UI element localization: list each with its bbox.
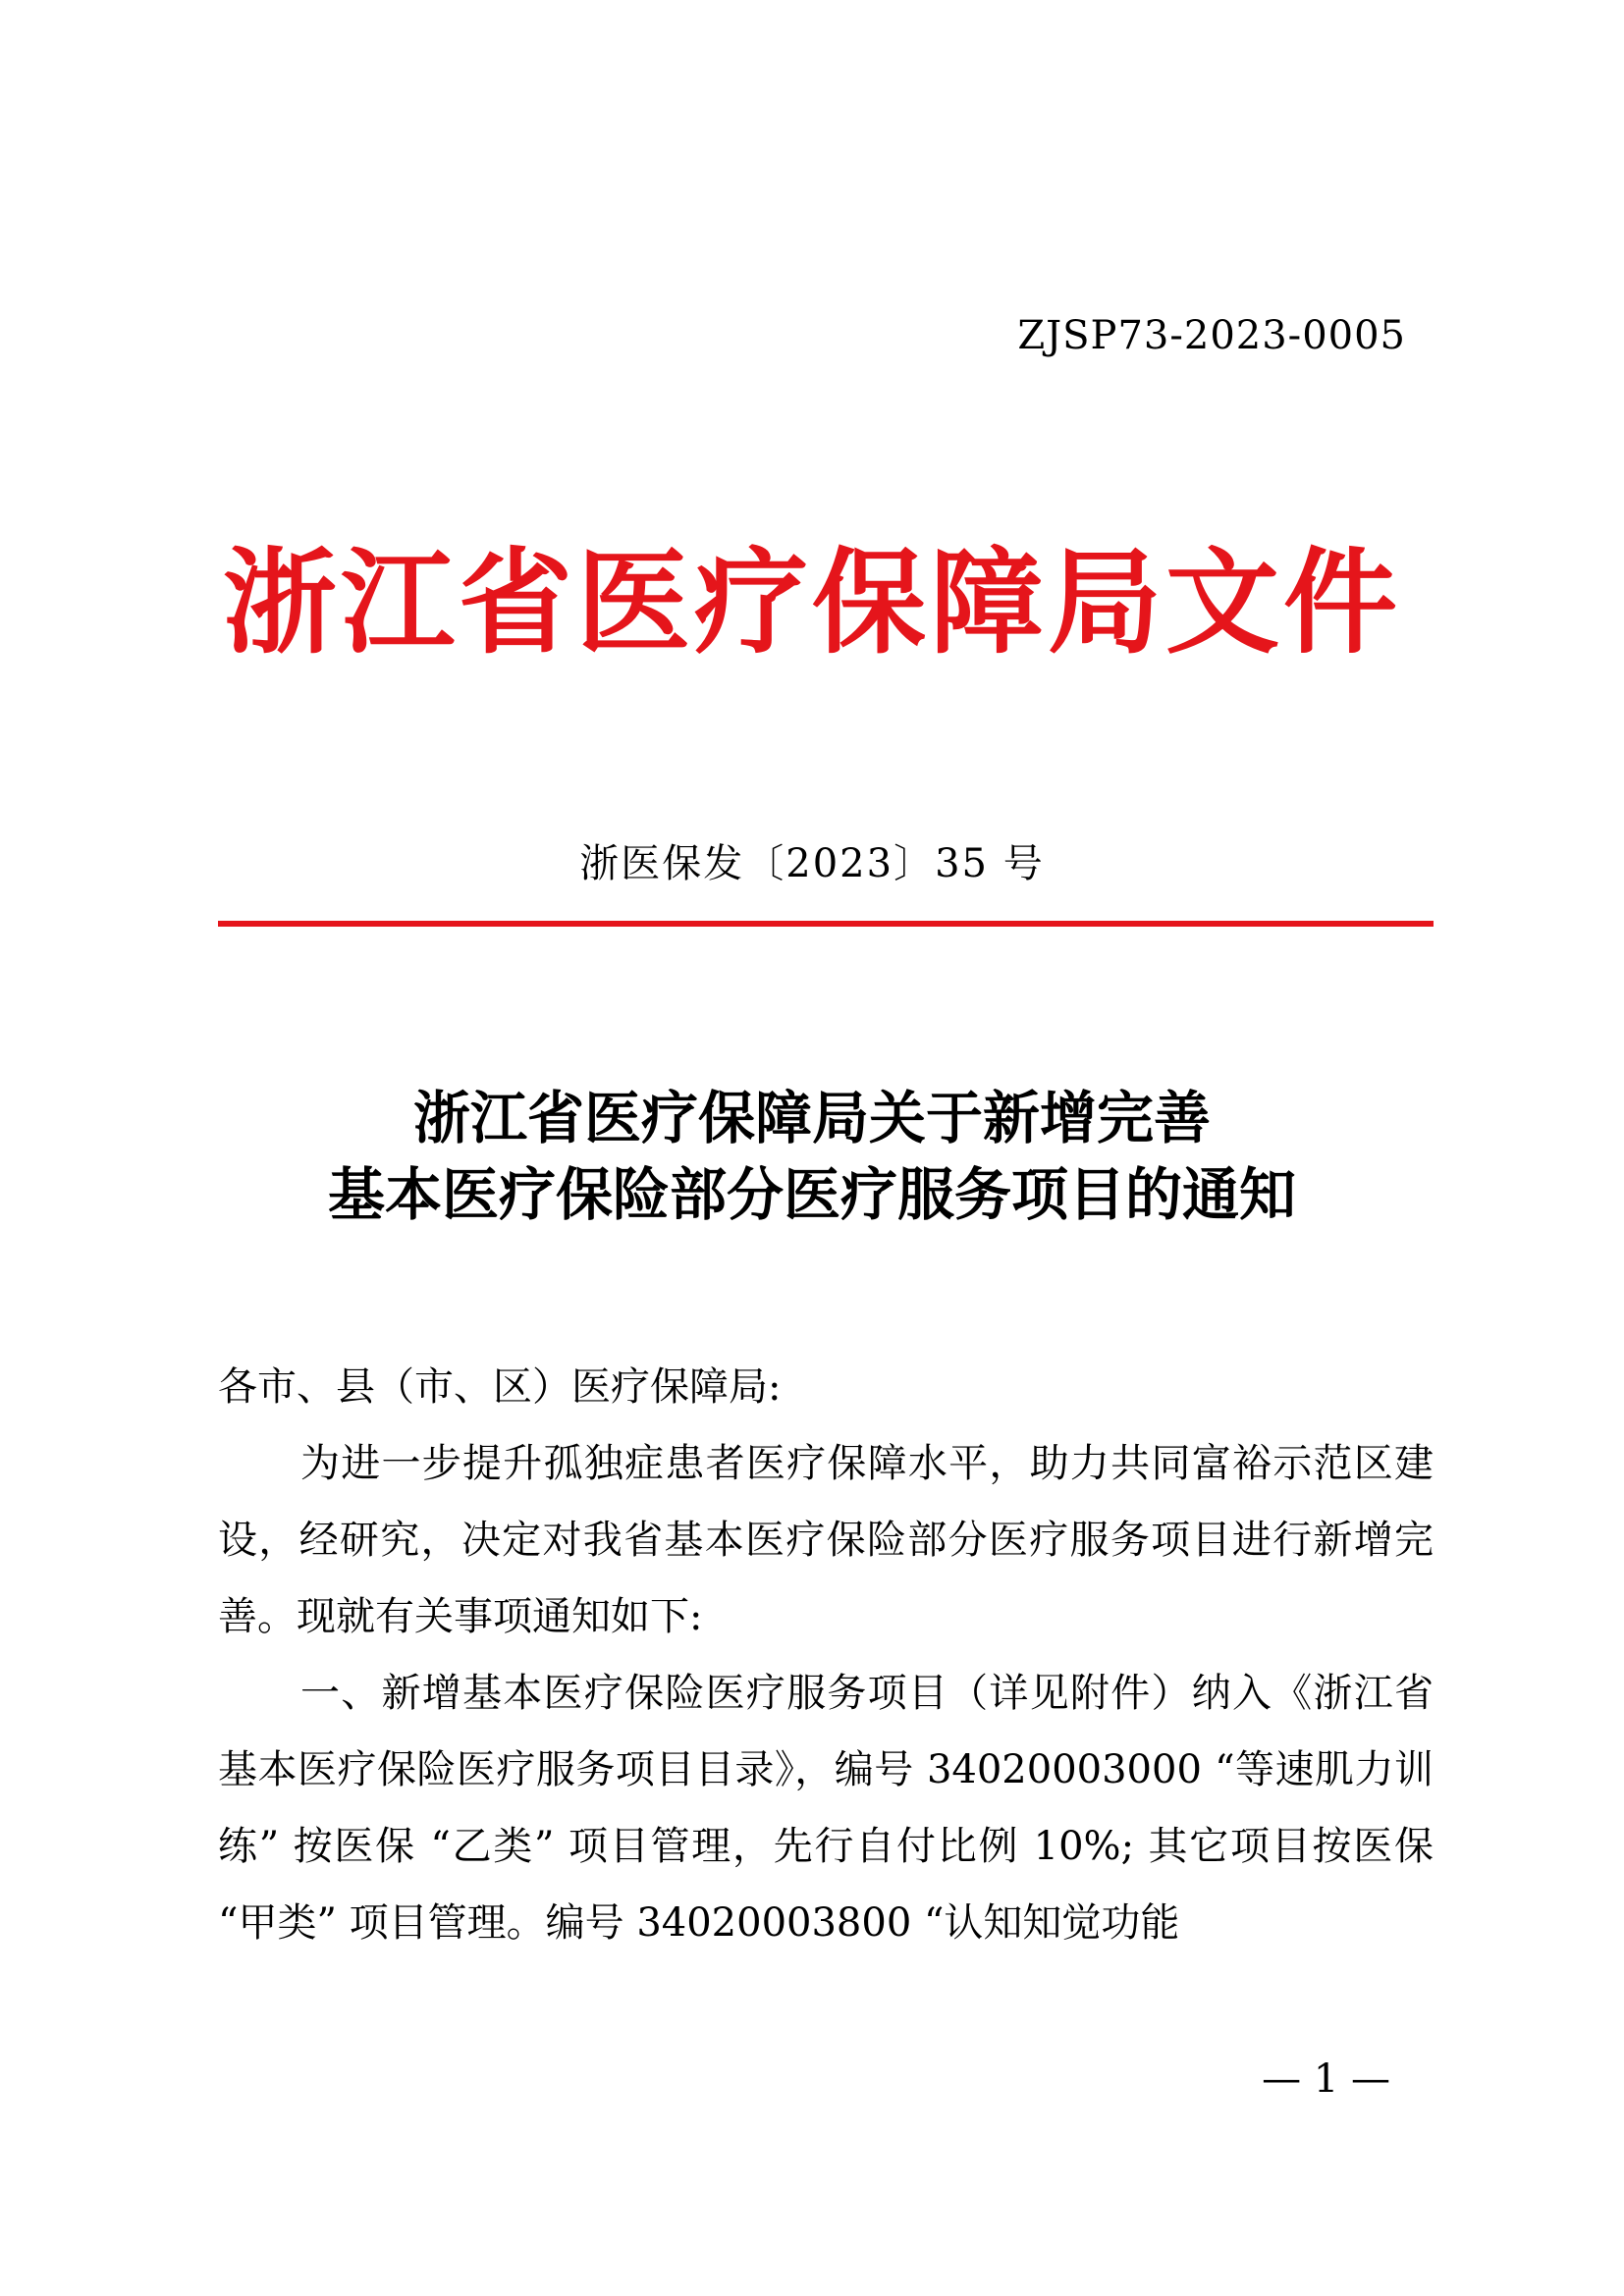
body-paragraph-item-1: 一、新增基本医疗保险医疗服务项目（详见附件）纳入《浙江省基本医疗保险医疗服务项目目录》，编号 34020003000 “等速肌力训练” 按医保 “乙类” 项目管理，先行自付比例 10%; 其它项目按医保 “甲类” 项目管理。编号 34020003800 “认知知觉功能 bbox=[218, 1671, 1434, 1946]
title-line-2: 基本医疗保险部分医疗服务项目的通知 bbox=[327, 1161, 1296, 1228]
document-body bbox=[218, 1349, 1434, 1961]
document-id-code: ZJSP73-2023-0005 bbox=[1017, 313, 1406, 358]
body-paragraph-intro: 为进一步提升孤独症患者医疗保障水平，助力共同富裕示范区建设，经研究，决定对我省基本医疗保险部分医疗服务项目进行新增完善。现就有关事项通知如下: bbox=[218, 1441, 1434, 1639]
salutation: 各市、县（市、区）医疗保障局: bbox=[218, 1364, 782, 1410]
document-number: 浙医保发〔2023〕35 号 bbox=[579, 841, 1045, 886]
document-title bbox=[0, 1080, 1624, 1233]
title-line-1: 浙江省医疗保障局关于新增完善 bbox=[412, 1085, 1211, 1151]
issuing-authority-masthead: 浙江省医疗保障局文件 bbox=[223, 537, 1401, 669]
red-separator-line bbox=[218, 921, 1434, 927]
page-number: — 1 — bbox=[1262, 2056, 1390, 2102]
